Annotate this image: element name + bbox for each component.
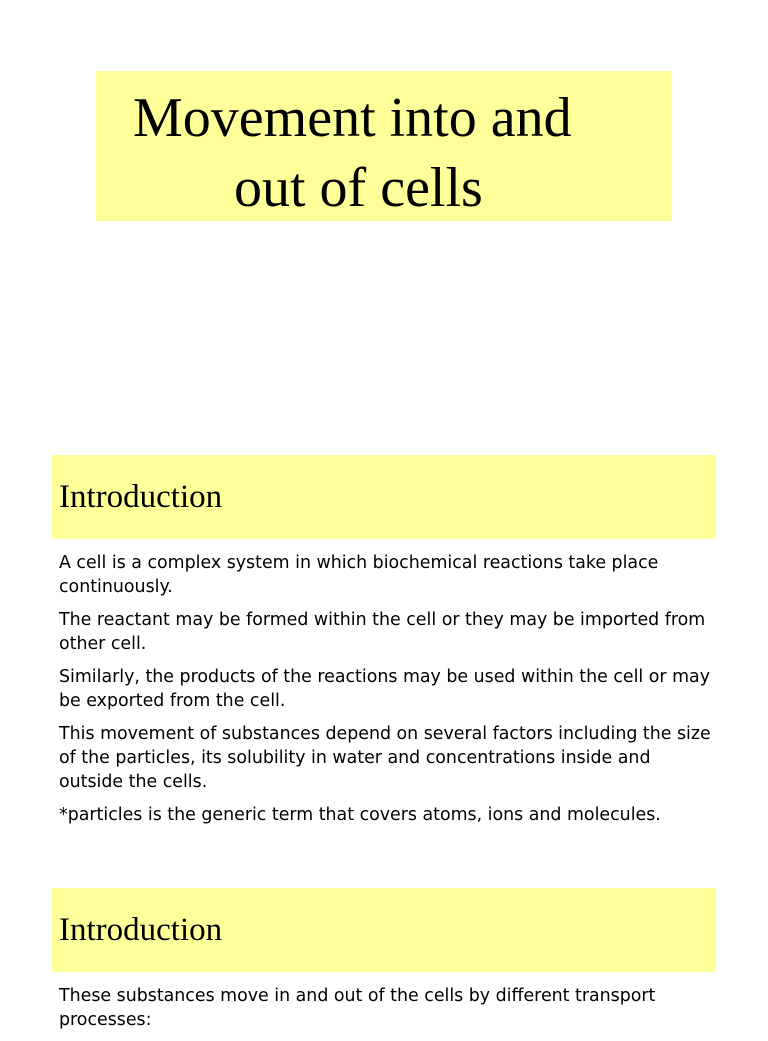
body-paragraph: *particles is the generic term that covers atoms, ions and molecules. [59,805,661,825]
body-paragraph: The reactant may be formed within the cell or they may be imported from other cell. [59,610,706,654]
section-heading: Introduction [59,479,223,515]
section-heading: Introduction [59,912,223,948]
section-body [59,551,719,836]
slide-title-line-1: Movement into and [133,87,572,149]
body-paragraph: These substances move in and out of the cells by different transport processes: [59,986,656,1030]
body-paragraph: A cell is a complex system in which biochemical reactions take place continuously. [59,553,659,597]
title-banner [96,71,672,221]
body-paragraph: This movement of substances depend on several factors including the size of the particles, its solubility in water and concentrations inside and outside the cells. [59,724,711,792]
section-heading-banner [52,455,716,539]
section-heading-banner [52,888,716,972]
section-body [59,984,719,1041]
body-paragraph: Similarly, the products of the reactions may be used within the cell or may be exported from the cell. [59,667,710,711]
slide-title-line-2: out of cells [234,157,483,219]
